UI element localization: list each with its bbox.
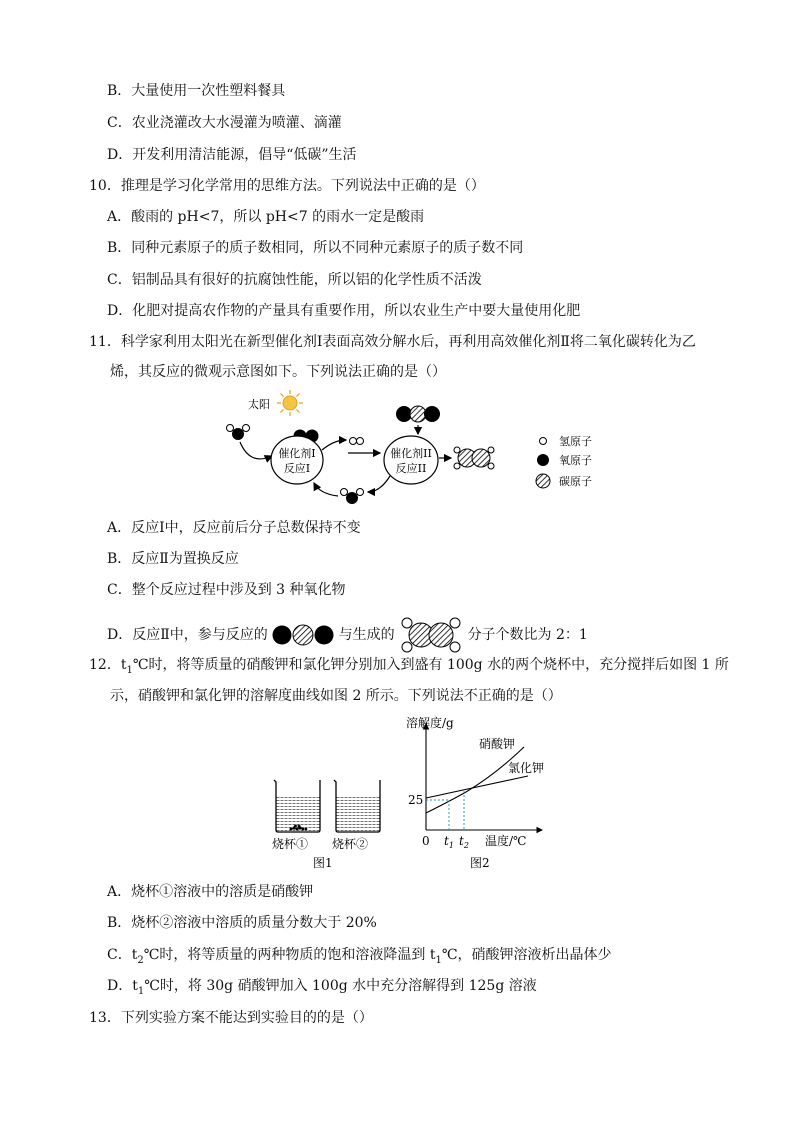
ethylene-inline-icon <box>399 617 463 653</box>
figure-2-caption: 图2 <box>470 856 490 870</box>
q10-option-d: D．化肥对提高农作物的产量具有重要作用，所以农业生产中要大量使用化肥 <box>107 303 581 319</box>
q11-option-d-post: 分子个数比为 2：1 <box>467 627 588 643</box>
q11-option-d-mid: 与生成的 <box>338 627 395 643</box>
ethylene-molecule-icon <box>454 447 494 469</box>
reaction-1-label: 反应I <box>283 462 311 475</box>
q10-option-b: B．同种元素原子的质子数相同，所以不同种元素原子的质子数不同 <box>107 240 524 256</box>
beaker-1 <box>274 780 320 832</box>
q9-option-c: C．农业浇灌改大水漫灌为喷灌、滴灌 <box>107 115 342 131</box>
q12-option-c-mid: ℃时，将等质量的两种物质的饱和溶液降温到 t <box>143 947 436 963</box>
q12-stem-t-sub: 1 <box>126 664 133 676</box>
water-molecule-return-icon <box>341 489 364 505</box>
q10-option-c: C．铝制品具有很好的抗腐蚀性能，所以铝的化学性质不活泼 <box>107 272 482 288</box>
legend-hydrogen: 氢原子 <box>559 435 592 448</box>
q11-option-a: A．反应Ⅰ中，反应前后分子总数保持不变 <box>107 520 361 536</box>
sun-label: 太阳 <box>248 398 270 411</box>
beaker-2-label: 烧杯② <box>332 837 369 851</box>
q11-option-b: B．反应Ⅱ为置换反应 <box>107 551 239 567</box>
atom-legend <box>536 434 592 488</box>
q12-stem-rest: ℃时，将等质量的硝酸钾和氯化钾分别加入到盛有 100g 水的两个烧杯中，充分搅拌后如图 1 所 <box>132 657 729 673</box>
q12-figure-1-beakers <box>266 772 386 872</box>
q9-option-b: B．大量使用一次性塑料餐具 <box>107 83 286 99</box>
q9-option-d: D．开发利用清洁能源，倡导“低碳”生活 <box>107 147 357 163</box>
q12-stem-line2: 示，硝酸钾和氯化钾的溶解度曲线如图 2 所示。下列说法不正确的是（） <box>110 688 562 704</box>
q11-stem-line2: 烯，其反应的微观示意图如下。下列说法正确的是（） <box>110 364 446 380</box>
q11-reaction-diagram <box>210 388 630 510</box>
hydrogen-molecule-icon <box>350 438 364 445</box>
q12-option-c-post: ℃，硝酸钾溶液析出晶体少 <box>441 947 612 963</box>
reaction-2-label: 反应II <box>395 462 427 475</box>
catalyst-1-label: 催化剂I <box>278 447 316 460</box>
curve-kcl <box>426 776 528 798</box>
catalyst-2-label: 催化剂II <box>390 447 432 460</box>
q12-option-d-post: ℃时，将 30g 硝酸钾加入 100g 水中充分溶解得到 125g 溶液 <box>144 978 537 994</box>
q12-option-a: A．烧杯①溶液中的溶质是硝酸钾 <box>107 884 314 900</box>
q12-option-c <box>107 945 612 971</box>
q11-option-c: C．整个反应过程中涉及到 3 种氧化物 <box>107 582 346 598</box>
q10-stem: 10．推理是学习化学常用的思维方法。下列说法中正确的是（） <box>89 178 485 194</box>
curve-kno3-label: 硝酸钾 <box>479 737 516 751</box>
q12-figure-2-solubility-chart <box>400 712 550 872</box>
sun-icon <box>277 390 303 416</box>
legend-carbon: 碳原子 <box>559 475 592 488</box>
q11-option-d <box>107 617 588 653</box>
origin-label: 0 <box>422 834 430 848</box>
q10-option-a: A．酸雨的 pH<7，所以 pH<7 的雨水一定是酸雨 <box>107 209 425 225</box>
q12-option-d-pre: D．t <box>107 978 138 994</box>
q11-stem-line1: 11．科学家利用太阳光在新型催化剂Ⅰ表面高效分解水后，再利用高效催化剂Ⅱ将二氧化碳转化为乙 <box>89 334 696 350</box>
carbon-dioxide-molecule-icon <box>396 406 440 422</box>
q12-option-c-sub2: 1 <box>435 954 442 966</box>
x-axis-label: 温度/℃ <box>485 834 527 848</box>
q12-option-c-sub1: 2 <box>137 954 144 966</box>
beaker-1-label: 烧杯① <box>272 837 309 851</box>
q12-option-d <box>107 976 537 1002</box>
q12-stem-line1 <box>89 655 729 681</box>
q11-option-d-pre: D．反应Ⅱ中，参与反应的 <box>107 627 268 643</box>
legend-oxygen: 氧原子 <box>559 454 592 467</box>
q13-stem: 13．下列实验方案不能达到实验目的的是（） <box>89 1010 373 1026</box>
co2-molecule-inline-icon <box>272 624 334 646</box>
q12-option-c-pre: C．t <box>107 947 138 963</box>
q12-option-d-sub: 1 <box>137 985 145 997</box>
beaker-2 <box>334 780 380 832</box>
y-tick-25: 25 <box>408 793 424 807</box>
y-axis-label: 溶解度/g <box>406 716 454 730</box>
q12-stem-t: 12．t <box>89 657 127 673</box>
x-tick-t2: $t_2$ <box>459 834 469 850</box>
water-molecule-icon <box>227 425 250 441</box>
curve-kcl-label: 氯化钾 <box>508 761 545 775</box>
figure-1-caption: 图1 <box>313 856 333 870</box>
q12-option-b: B．烧杯②溶液中溶质的质量分数大于 20% <box>107 915 377 931</box>
x-tick-t1: $t_1$ <box>444 834 454 850</box>
